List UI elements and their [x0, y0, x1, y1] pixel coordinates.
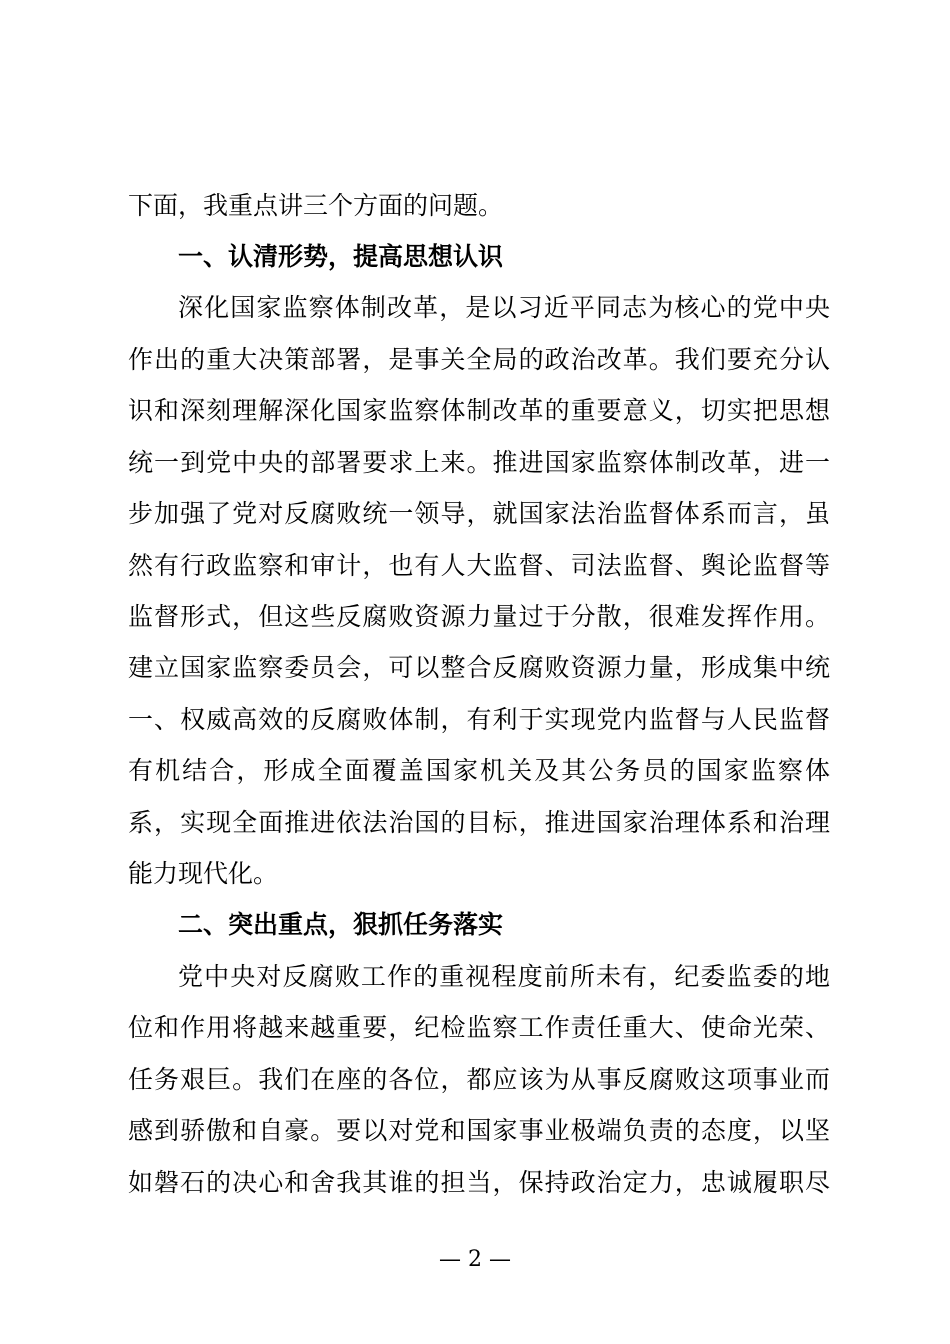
paragraph-line: 系，实现全面推进依法治国的目标，推进国家治理体系和治理 [128, 808, 830, 837]
paragraph-line: 任务艰巨。我们在座的各位，都应该为从事反腐败这项事业而 [128, 1065, 830, 1094]
paragraph-line: 监督形式，但这些反腐败资源力量过于分散，很难发挥作用。 [128, 602, 830, 631]
paragraph-line: 能力现代化。 [128, 859, 279, 888]
paragraph-line: 识和深刻理解深化国家监察体制改革的重要意义，切实把思想 [128, 396, 830, 425]
paragraph-line: 党中央对反腐败工作的重视程度前所未有，纪委监委的地 [178, 962, 830, 991]
paragraph-line: 作出的重大决策部署，是事关全局的政治改革。我们要充分认 [128, 345, 830, 374]
paragraph-line: 步加强了党对反腐败统一领导，就国家法治监督体系而言，虽 [128, 499, 830, 528]
paragraph-line: 深化国家监察体制改革，是以习近平同志为核心的党中央 [178, 293, 830, 322]
paragraph-line: 然有行政监察和审计，也有人大监督、司法监督、舆论监督等 [128, 551, 830, 580]
intro-paragraph: 下面，我重点讲三个方面的问题。 [128, 191, 504, 220]
paragraph-line: 有机结合，形成全面覆盖国家机关及其公务员的国家监察体 [128, 756, 830, 785]
page-number: — 2 — [439, 1247, 511, 1272]
paragraph-line: 一、权威高效的反腐败体制，有利于实现党内监督与人民监督 [128, 705, 830, 734]
paragraph-line: 位和作用将越来越重要，纪检监察工作责任重大、使命光荣、 [128, 1013, 830, 1042]
section-heading-1: 一、认清形势，提高思想认识 [178, 242, 504, 271]
paragraph-line: 如磐石的决心和舍我其谁的担当，保持政治定力，忠诚履职尽 [128, 1168, 830, 1197]
paragraph-line: 建立国家监察委员会，可以整合反腐败资源力量，形成集中统 [128, 653, 830, 682]
paragraph-line: 感到骄傲和自豪。要以对党和国家事业极端负责的态度，以坚 [128, 1116, 830, 1145]
paragraph-line: 统一到党中央的部署要求上来。推进国家监察体制改革，进一 [128, 448, 830, 477]
section-heading-2: 二、突出重点，狠抓任务落实 [178, 910, 504, 939]
